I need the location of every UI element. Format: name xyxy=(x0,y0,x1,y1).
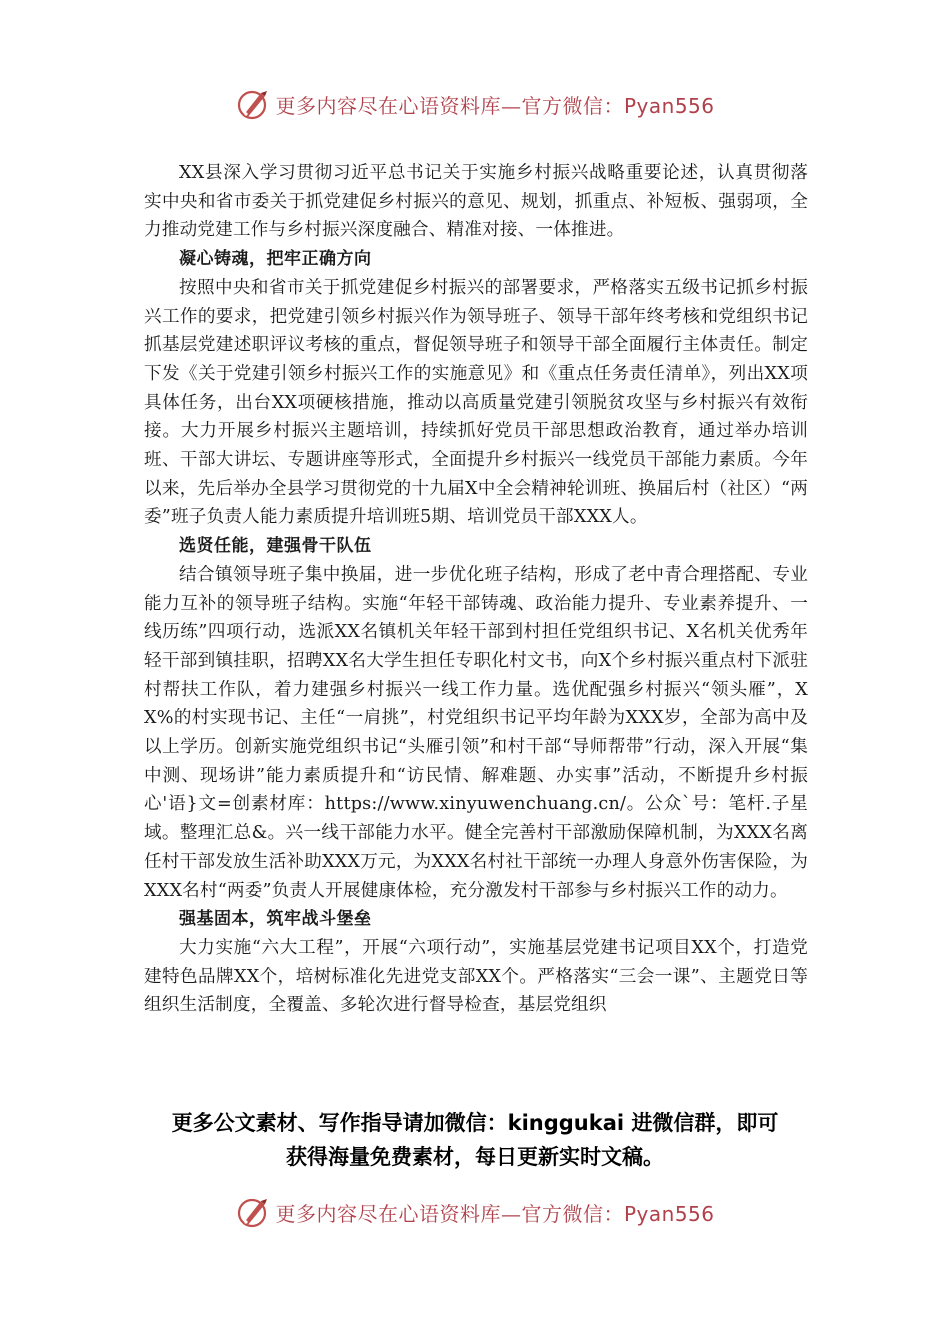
promo-notice xyxy=(0,1106,950,1174)
promo-line-2: 获得海量免费素材，每日更新实时文稿。 xyxy=(286,1145,664,1169)
section-heading-2: 选贤任能，建强骨干队伍 xyxy=(179,536,372,557)
header-banner xyxy=(0,84,950,124)
section-heading-1: 凝心铸魂，把牢正确方向 xyxy=(179,249,372,270)
footer-banner-text: 更多内容尽在心语资料库—官方微信：Pyan556 xyxy=(275,1201,715,1226)
header-banner-contact: Pyan556 xyxy=(623,93,715,118)
pen-logo-icon xyxy=(235,86,271,122)
footer-banner-contact: Pyan556 xyxy=(623,1201,715,1226)
section-heading-3: 强基固本，筑牢战斗堡垒 xyxy=(179,909,372,930)
promo-line-1: 更多公文素材、写作指导请加微信：kinggukai 进微信群，即可 xyxy=(171,1111,779,1135)
article-body xyxy=(144,159,808,1020)
paragraph-intro: XX县深入学习贯彻习近平总书记关于实施乡村振兴战略重要论述，认真贯彻落实中央和省市委关于抓党建促乡村振兴的意见、规划，抓重点、补短板、强弱项，全力推动党建工作与乡村振兴深度融合、精准对接、一体推进。 xyxy=(144,163,808,241)
paragraph-section-2: 结合镇领导班子集中换届，进一步优化班子结构，形成了老中青合理搭配、专业能力互补的领导班子结构。实施“年轻干部铸魂、政治能力提升、专业素养提升、一线历练”四项行动，选派XX名镇机关年轻干部到村担任党组织书记、X名机关优秀年轻干部到镇挂职，招聘XX名大学生担任专职化村文书，向X个乡村振兴重点村下派驻村帮扶工作队，着力建强乡村振兴一线工作力量。选优配强乡村振兴“领头雁”，XX%的村实现书记、主任“一肩挑”，村党组织书记平均年龄为XXX岁，全部为高中及以上学历。创新实施党组织书记“头雁引领”和村干部“导师帮带”行动，深入开展“集中测、现场讲”能力素质提升和“访民情、解难题、办实事”活动，不断提升乡村振心'语}文=创素材库：https://www.xinyuwenchuang.cn/。公众`号：笔杆.子星域。整理汇总&。兴一线干部能力水平。健全完善村干部激励保障机制，为XXX名离任村干部发放生活补助XXX万元，为XXX名村社干部统一办理人身意外伤害保险，为XXX名村“两委”负责人开展健康体检，充分激发村干部参与乡村振兴工作的动力。 xyxy=(144,564,808,901)
paragraph-section-1: 按照中央和省市关于抓党建促乡村振兴的部署要求，严格落实五级书记抓乡村振兴工作的要求，把党建引领乡村振兴作为领导班子、领导干部年终考核和党组织书记抓基层党建述职评议考核的重点，督促领导班子和领导干部全面履行主体责任。制定下发《关于党建引领乡村振兴工作的实施意见》和《重点任务责任清单》，列出XX项具体任务，出台XX项硬核措施，推动以高质量党建引领脱贫攻坚与乡村振兴有效衔接。大力开展乡村振兴主题培训，持续抓好党员干部思想政治教育，通过举办培训班、干部大讲坛、专题讲座等形式，全面提升乡村振兴一线党员干部能力素质。今年以来，先后举办全县学习贯彻党的十九届X中全会精神轮训班、换届后村（社区）“两委”班子负责人能力素质提升培训班5期、培训党员干部XXX人。 xyxy=(144,277,808,528)
paragraph-section-3: 大力实施“六大工程”，开展“六项行动”，实施基层党建书记项目XX个，打造党建特色品牌XX个，培树标准化先进党支部XX个。严格落实“三会一课”、主题党日等组织生活制度，全覆盖、多轮次进行督导检查，基层党组织 xyxy=(144,937,808,1016)
pen-logo-icon xyxy=(235,1194,271,1230)
footer-banner xyxy=(0,1192,950,1232)
header-banner-text: 更多内容尽在心语资料库—官方微信：Pyan556 xyxy=(275,93,715,118)
